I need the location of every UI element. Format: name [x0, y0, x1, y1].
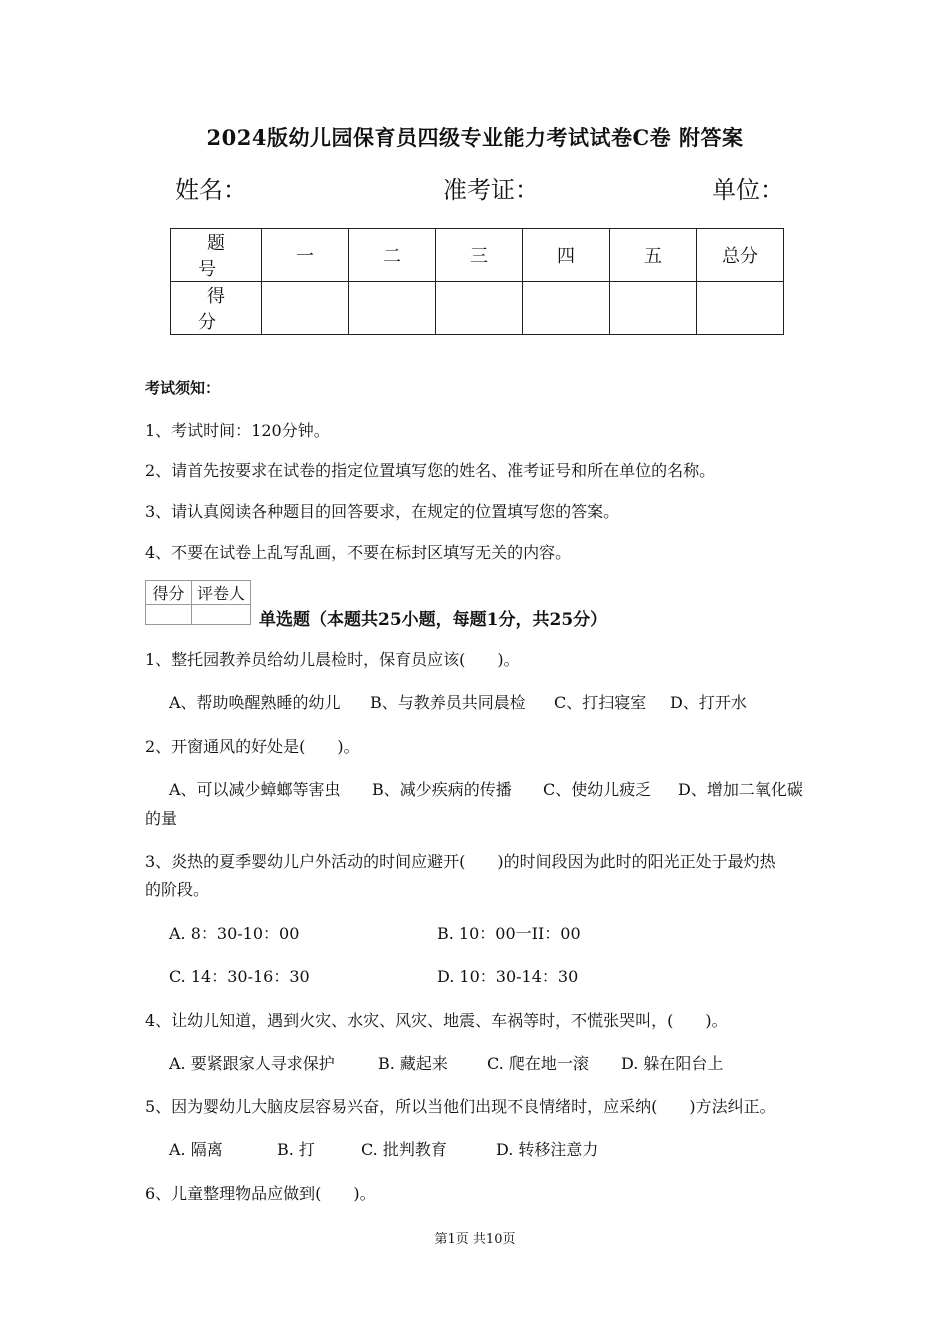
question-stem: 2、开窗通风的好处是( )。 — [145, 737, 360, 756]
option-b: B、与教养员共同晨检 — [370, 693, 526, 712]
score-row-label: 得 分 — [171, 282, 262, 335]
grader-score-label: 得分 — [146, 581, 192, 605]
score-header-cell: 三 — [436, 229, 523, 282]
score-header-cell: 题 号 — [171, 229, 262, 282]
name-label: 姓名： — [175, 176, 247, 204]
question-stem: 6、儿童整理物品应做到( )。 — [145, 1184, 376, 1203]
question-stem: 4、让幼儿知道，遇到火灾、水灾、风灾、地震、车祸等时，不慌张哭叫，( )。 — [145, 1011, 728, 1030]
page-title: 2024版幼儿园保育员四级专业能力考试试卷C卷 附答案 — [206, 125, 744, 150]
score-cell[interactable] — [349, 282, 436, 335]
score-cell[interactable] — [697, 282, 784, 335]
question-stem: 5、因为婴幼儿大脑皮层容易兴奋，所以当他们出现不良情绪时，应采纳( )方法纠正。 — [145, 1097, 776, 1116]
score-table-score-row — [171, 282, 784, 335]
score-header-cell: 一 — [262, 229, 349, 282]
score-table-header-row — [171, 229, 784, 282]
score-cell[interactable] — [610, 282, 697, 335]
note-item: 2、请首先按要求在试卷的指定位置填写您的姓名、准考证号和所在单位的名称。 — [145, 461, 716, 480]
option-b: B. 藏起来 — [378, 1054, 448, 1073]
option-a: A、帮助唤醒熟睡的幼儿 — [169, 693, 341, 712]
option-a: A. 8：30-10：00 — [169, 924, 300, 943]
option-a: A、可以减少蟑螂等害虫 — [169, 780, 341, 799]
note-item: 4、不要在试卷上乱写乱画，不要在标封区填写无关的内容。 — [145, 543, 572, 562]
notes-heading: 考试须知： — [145, 379, 221, 397]
option-a: A. 隔离 — [169, 1140, 223, 1159]
score-header-cell: 总分 — [697, 229, 784, 282]
grader-score-cell[interactable] — [146, 605, 192, 625]
option-d: D、增加二氧化碳 — [678, 780, 803, 799]
note-item: 1、考试时间：120分钟。 — [145, 421, 330, 440]
score-table — [170, 228, 784, 335]
option-d: D. 躲在阳台上 — [621, 1054, 724, 1073]
score-header-cell: 四 — [523, 229, 610, 282]
unit-label: 单位： — [712, 176, 784, 204]
score-header-cell: 二 — [349, 229, 436, 282]
option-c: C、使幼儿疲乏 — [543, 780, 652, 799]
score-cell[interactable] — [436, 282, 523, 335]
option-continuation: 的量 — [145, 809, 178, 828]
grader-reviewer-label: 评卷人 — [192, 581, 251, 605]
option-b: B、减少疾病的传播 — [372, 780, 512, 799]
grader-box — [145, 580, 251, 625]
score-cell[interactable] — [523, 282, 610, 335]
option-c: C. 14：30-16：30 — [169, 967, 310, 986]
option-c: C. 批判教育 — [361, 1140, 447, 1159]
option-b: B. 打 — [277, 1140, 315, 1159]
question-stem: 3、炎热的夏季婴幼儿户外活动的时间应避开( )的时间段因为此时的阳光正处于最灼热 — [145, 852, 776, 871]
note-item: 3、请认真阅读各种题目的回答要求，在规定的位置填写您的答案。 — [145, 502, 620, 521]
page-number: 第1页 共10页 — [434, 1232, 516, 1247]
grader-reviewer-cell[interactable] — [192, 605, 251, 625]
option-d: D. 10：30-14：30 — [437, 967, 579, 986]
section-title: 单选题（本题共25小题，每题1分，共25分） — [259, 610, 608, 630]
option-c: C、打扫寝室 — [554, 693, 647, 712]
question-continuation: 的阶段。 — [145, 880, 210, 899]
score-header-cell: 五 — [610, 229, 697, 282]
option-d: D、打开水 — [670, 693, 747, 712]
option-d: D. 转移注意力 — [496, 1140, 599, 1159]
question-stem: 1、整托园教养员给幼儿晨检时，保育员应该( )。 — [145, 650, 520, 669]
option-b: B. 10：00一II：00 — [437, 924, 581, 943]
option-a: A. 要紧跟家人寻求保护 — [169, 1054, 335, 1073]
option-c: C. 爬在地一滚 — [487, 1054, 589, 1073]
exam-id-label: 准考证： — [443, 176, 539, 204]
